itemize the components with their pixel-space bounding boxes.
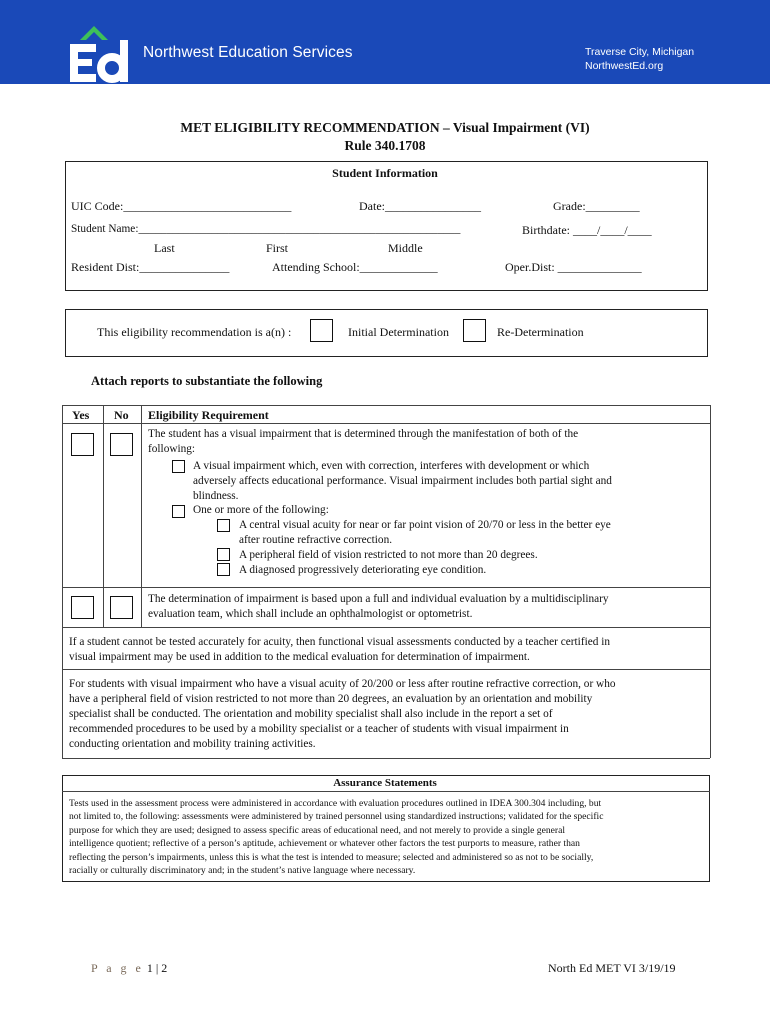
row1-requirement-text: The student has a visual impairment that is determined through the manifestation of both of the following: [148, 428, 579, 455]
column-header-requirement: Eligibility Requirement [148, 408, 269, 422]
attending-school-field[interactable]: Attending School:_____________ [272, 260, 438, 274]
initial-determination-checkbox[interactable] [310, 319, 333, 342]
re-determination-checkbox[interactable] [463, 319, 486, 342]
one-or-more-option-checkbox[interactable] [172, 505, 185, 518]
page-label: P a g e [91, 961, 144, 975]
page-number [91, 961, 167, 976]
row2-no-checkbox[interactable] [110, 596, 133, 619]
visual-impairment-option-text: A visual impairment which, even with correction, interferes with development or which adversely affects educational performance. Visual impairment includes both partial sight and blindness. [193, 460, 612, 502]
org-location [585, 45, 694, 73]
northwest-ed-logo-icon [66, 24, 132, 86]
recommendation-prompt: This eligibility recommendation is a(n) : [97, 325, 292, 339]
deteriorating-condition-text: A diagnosed progressively deteriorating eye condition. [239, 564, 487, 576]
row2-requirement-text: The determination of impairment is based upon a full and individual evaluation by a multidisciplinary evaluation team, which shall include an ophthalmologist or optometrist. [148, 593, 609, 620]
attach-reports-heading: Attach reports to substantiate the following [91, 374, 323, 388]
assurance-heading: Assurance Statements [333, 777, 437, 789]
initial-determination-label: Initial Determination [348, 325, 449, 339]
operating-district-field[interactable]: Oper.Dist: ______________ [505, 260, 642, 274]
peripheral-field-checkbox[interactable] [217, 548, 230, 561]
page-title: MET ELIGIBILITY RECOMMENDATION – Visual Impairment (VI) [180, 120, 590, 135]
grade-field[interactable]: Grade:_________ [553, 199, 640, 213]
document-id: North Ed MET VI 3/19/19 [548, 961, 676, 975]
column-header-yes: Yes [72, 408, 90, 422]
column-header-no: No [114, 408, 129, 422]
peripheral-field-text: A peripheral field of vision restricted to not more than 20 degrees. [239, 549, 538, 561]
deteriorating-condition-checkbox[interactable] [217, 563, 230, 576]
page-count: 1 | 2 [146, 961, 168, 975]
one-or-more-option-text: One or more of the following: [193, 504, 329, 516]
uic-code-field[interactable]: UIC Code:____________________________ [71, 199, 292, 213]
middle-label: Middle [388, 241, 423, 255]
assurance-text: Tests used in the assessment process were administered in accordance with evaluation procedures outlined in IDEA 300.304 including, but not limited to, the following: assessments were administered by trained personnel using standardized instructions; validated for the specific purpose for which they are used; designed to assess specific areas of educational need, and not merely to provide a single general intelligence quotient; reflective of a person’s aptitude, achievement or whatever other factors the test purports to measure, rather than reflecting the person’s impairments, unless this is what the test is intended to measure; selected and administered so as not to be socially, racially or culturally discriminatory and; in the student’s native language where necessary. [69, 798, 604, 877]
header-banner [0, 0, 770, 84]
last-label: Last [154, 241, 175, 255]
birthdate-field[interactable]: Birthdate: ____/____/____ [522, 223, 652, 237]
central-acuity-checkbox[interactable] [217, 519, 230, 532]
re-determination-label: Re-Determination [497, 325, 584, 339]
org-city: Traverse City, Michigan [585, 46, 695, 58]
org-name: Northwest Education Services [143, 44, 353, 61]
first-label: First [266, 241, 289, 255]
date-field[interactable]: Date:________________ [359, 199, 481, 213]
functional-assessment-note: If a student cannot be tested accurately for acuity, then functional visual assessments conducted by a teacher certified in visual impairment may be used in addition to the medical evaluation for determination of impairment. [69, 636, 610, 663]
row1-yes-checkbox[interactable] [71, 433, 94, 456]
visual-impairment-option-checkbox[interactable] [172, 460, 185, 473]
row2-yes-checkbox[interactable] [71, 596, 94, 619]
student-name-field[interactable]: Student Name:_________________________________________________________ [71, 223, 461, 235]
student-info-heading: Student Information [332, 166, 438, 180]
row1-no-checkbox[interactable] [110, 433, 133, 456]
orientation-mobility-note: For students with visual impairment who have a visual acuity of 20/200 or less after routine refractive correction, or who have a peripheral field of vision restricted to not more than 20 degrees, an evaluation by an orientation and mobility specialist shall be conducted. The orientation and mobility specialist shall also include in the report a set of recommended procedures to be used by a mobility specialist or a teacher of students with visual impairment in conducting orientation and mobility training activities. [69, 678, 616, 750]
org-website: NorthwestEd.org [585, 60, 664, 72]
central-acuity-text: A central visual acuity for near or far point vision of 20/70 or less in the better eye after routine refractive correction. [239, 519, 611, 546]
page-subtitle: Rule 340.1708 [344, 138, 426, 153]
resident-district-field[interactable]: Resident Dist:_______________ [71, 260, 230, 274]
